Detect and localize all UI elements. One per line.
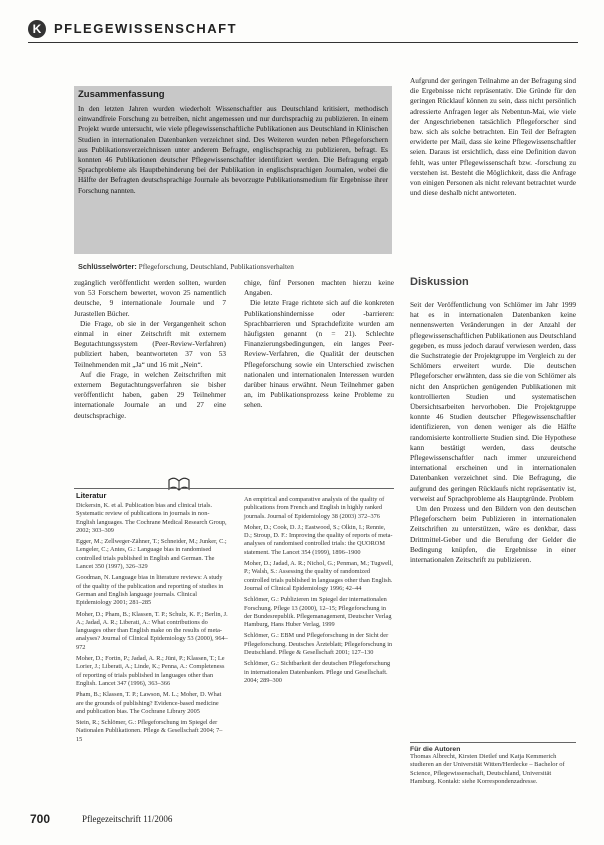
body-column-3-top [410, 76, 576, 198]
reference-item: Moher, D.; Pham, B.; Klassen, T. P.; Schulz, K. F.; Berlin, J. A.; Jadad, A. R.; Liberati, A.: What contributions do languages other than English make on the results of meta-analyses? Journal of Clinical Epidemiology 53 (2000), 964–972 [76, 610, 228, 651]
reference-item: Schlömer, G.: EBM und Pflegeforschung in der Sicht der Pflegeforschung. Deutsches Ärzteblatt; Pflegeforschung in Deutschland. Pflege & Gesellschaft 2001; 127–130 [244, 632, 393, 657]
summary-text: In den letzten Jahren wurden wiederholt Wissenschaftler aus Deutschland kritisiert, methodisch einwandfreie Forschung zu betreiben, nicht angemessen und nur durchsprachig zu publizieren. In einem Projekt wurde untersucht, wie viele pflegewissenschaftliche Publikationen aus Deutschland in Klinischen Studien in internationalen Datenbanken verzeichnet sind. Des Weiteren wurden neben Pflegeforschern aus Publikationsverzeichnissen unter anderem Befragte, englischsprachig zu publizieren, befragt. Es konnten 46 Publikationen deutscher Pflegewissenschaftler identifiziert werden. Die Befragung ergab Sprachprobleme als Hauptbehinderung bei der Publikation in englischsprachigen Journalen, wobei die Hälfte der Befragten deutschsprachige Journale als bevorzugte Publikationsmedium für Ergebnisse ihrer Forschung nannten. [78, 104, 388, 195]
reference-item: Stein, R.; Schlömer, G.: Pflegeforschung im Spiegel der Nationalen Publikationen. Pflege & Gesellschaft 2004; 7–15 [76, 719, 223, 743]
references-left [76, 502, 228, 747]
page-number: 700 [30, 812, 51, 826]
author-info-heading: Für die Autoren [410, 746, 461, 753]
journal-issue: Pflegezeitschrift 11/2006 [82, 814, 173, 824]
reference-item: Moher, D.; Cook, D. J.; Eastwood, S.; Olkin, I.; Rennie, D.; Stroup, D. F.: Improving the quality of reports of meta-analyses of randomised controlled trials: the QUOROM statement. The Lancet 354 (1999), 1896–1900 [244, 523, 393, 556]
summary-box [74, 86, 392, 254]
section-heading-discussion: Diskussion [410, 276, 469, 288]
section-title: PFLEGEWISSENSCHAFT [54, 21, 238, 36]
paragraph: Die Frage, ob sie in der Vergangenheit schon einmal in einer Zeitschrift mit externem Begutachtungssystem (Peer-Review-Verfahren) publiziert haben, beantworteten 37 von 53 Teilnehmenden mit „Ja“ und 16 mit „Nein“. [74, 318, 226, 369]
references-heading: Literatur [76, 491, 107, 500]
paragraph: Um den Prozess und den Bildern von den deutschen Pflegeforschern beim Publizieren in internationalen Zeitschriften zu unterstützen, wäre es denkbar, dass Drittmittel-Geber und die Berufung der Gelder die Bedingung knüpfen, die Ergebnisse in einer internationalen Zeitschrift zu publizieren. [410, 504, 576, 565]
reference-item: Moher, D.; Fortin, P.; Jadad, A. R.; Jüni, P.; Klassen, T.; Le Lorier, J.; Liberati, A.; Linde, K.; Penna, A.: Completeness of reporting of trials published in languages other than English. Lancet 347 (1996), 363–366 [76, 655, 225, 687]
open-book-icon [168, 474, 190, 492]
reference-item: Schlömer, G.: Sichtbarkeit der deutschen Pflegeforschung in internationalen Datenbanken. Pflege und Gesellschaft. 2004; 289–300 [244, 660, 391, 684]
author-info-text: Thomas Albrecht, Kirsten Dietlef und Katja Kemmerich studieren an der Universität Witten/Herdecke – Bachelor of Science, Pflegewissenschaft, Deutschland, Universität Hamburg. Kontakt: siehe Korrespondenzadresse. [410, 753, 565, 786]
paragraph: chige, fünf Personen machten hierzu keine Angaben. [244, 278, 394, 298]
body-column-2 [244, 278, 394, 411]
author-info-box [410, 742, 576, 787]
paragraph: Aufgrund der geringen Teilnahme an der Befragung sind die Ergebnisse nicht repräsentativ. Die Gründe für den geringen Rücklauf können zu sein, dass nicht persönlich adressierte Anfragen leger als Nebentun-Mai, wie viele der Angeschriebenen tatsächlich Pflegeforscher sind bzw. sich als solche betrachten. Ein Teil der Befragten erwiderte per Mail, dass sie keine Pflegewissenschaftler seien. Daraus ist ersichtlich, dass eine Definition davon fehlt, was unter Pflegewissenschaft bzw. -forschung zu verstehen ist. Besteht die Möglichkeit, dass die Anfrage von einigen Personen als nicht relevant betrachtet wurde und diese deshalb nicht antworteten. [410, 76, 576, 198]
reference-item: Schlömer, G.: Publizieren im Spiegel der internationalen Forschung. Pflege 13 (2000), 12–15; Pflegeforschung in der Bundesrepublik. Pflegemanagement, Deutscher Verlag Hamburg, Hans Huber Verlag, 1999 [244, 596, 392, 629]
reference-item: An empirical and comparative analysis of the quality of publications from French and English in highly ranked journals. Journal of Epidemiology 38 (2003) 372–376 [244, 496, 385, 520]
paragraph: Auf die Frage, in welchen Zeitschriften mit externem Begutachtungsverfahren sie bisher veröffentlicht haben, gaben 29 Teilnehmer internationale Journale an und 27 eine deutschsprachige. [74, 369, 226, 420]
journal-logo-icon: K [28, 20, 46, 38]
reference-item: Moher, D.; Jadad, A. R.; Nichol, G.; Penman, M.; Tugwell, P.; Walsh, S.: Assessing the quality of randomized controlled trials published in languages other than English. Journal of Clinical Epidemiology 1996; 42–44 [244, 560, 393, 592]
summary-label: Zusammenfassung [78, 89, 165, 100]
body-column-1 [74, 278, 226, 421]
page-header [28, 18, 578, 40]
keywords [78, 262, 392, 271]
references-rule [74, 488, 394, 489]
paragraph: zugänglich veröffentlicht werden sollten, wurden von 53 Forschern bewertet, wovon 25 namentlich deutsche, 9 internationale Journale und 7 Jurastellen Bücher. [74, 278, 226, 318]
references-right [244, 496, 394, 688]
reference-item: Dickersin, K. et al. Publication bias and clinical trials. Systematic review of publications in journals in non-English languages. The Cochrane Medical Research Group, 2002; 303–309 [76, 502, 227, 534]
paragraph: Seit der Veröffentlichung von Schlömer im Jahr 1999 hat es in internationalen Datenbanken keine nennenswerten Veränderungen in der Anzahl der pflegewissenschaftlichen Publikationen aus Deutschland gegeben, es muss jedoch darauf verwiesen werden, dass die Suchstrategie der Projektgruppe im Vergleich zu der Schlömers erweitert wurde. Die deutschen Pflegeforscher erwähnten, dass sie die von Schlömer als nicht den Ansprüchen genügenden Publikationen mit kontrollierten Studien und systematischen Übersichtsarbeiten hervorhoben. Die Projektgruppe konnte 46 Studien deutscher Pflegewissenschaftler identifizieren, von denen weniger als die Hälfte randomisierte kontrollierte Studien sind. Die Hypothese kann bestätigt werden, dass deutsche Pflegewissenschaftler nach immer unzureichend international erscheinen und in internationalen Datenbanken verzeichnet sind. Die Befragung, die aufgrund des geringen Rücklaufs nicht repräsentativ ist, verweist auf Sprachprobleme als Hauptgründe. Problem [410, 300, 576, 503]
reference-item: Pham, B.; Klassen, T. P.; Lawson, M. L.; Moher, D. What are the grounds of publishing? Evidence-based medicine and publication bias. The Cochrane Library 2005 [76, 691, 222, 715]
header-rule [28, 42, 578, 43]
reference-item: Goodman, N. Language bias in literature reviews: A study of the quality of the publication and reporting of studies in German and English language journals. Clinical Epidemiology 2001; 281–285 [76, 574, 224, 607]
reference-item: Egger, M.; Zellweger-Zähner, T.; Schneider, M.; Junker, C.; Lengeler, C.; Antes, G.: Language bias in randomised controlled trials published in English and German. The Lancet 350 (1997), 326–329 [76, 538, 227, 571]
keywords-label: Schlüsselwörter: [78, 262, 137, 271]
body-column-3-discussion [410, 300, 576, 565]
paragraph: Die letzte Frage richtete sich auf die konkreten Publikationshindernisse oder -barrieren: Sprachbarrieren und Sprachdefizite wurden am häufigsten genannt (n = 21). Schlechte Finanzierungsbedingungen, ein langes Peer-Review-Verfahren, die Qualität der deutschen Pflegeforschung sowie ein Unterschied zwischen nationalen und internationalen Interessen wurden darüber hinaus erwähnt. Neun Teilnehmer gaben an, im Publikationsprozess keine Probleme zu sehen. [244, 298, 394, 410]
keywords-text: Pflegeforschung, Deutschland, Publikationsverhalten [138, 262, 294, 271]
